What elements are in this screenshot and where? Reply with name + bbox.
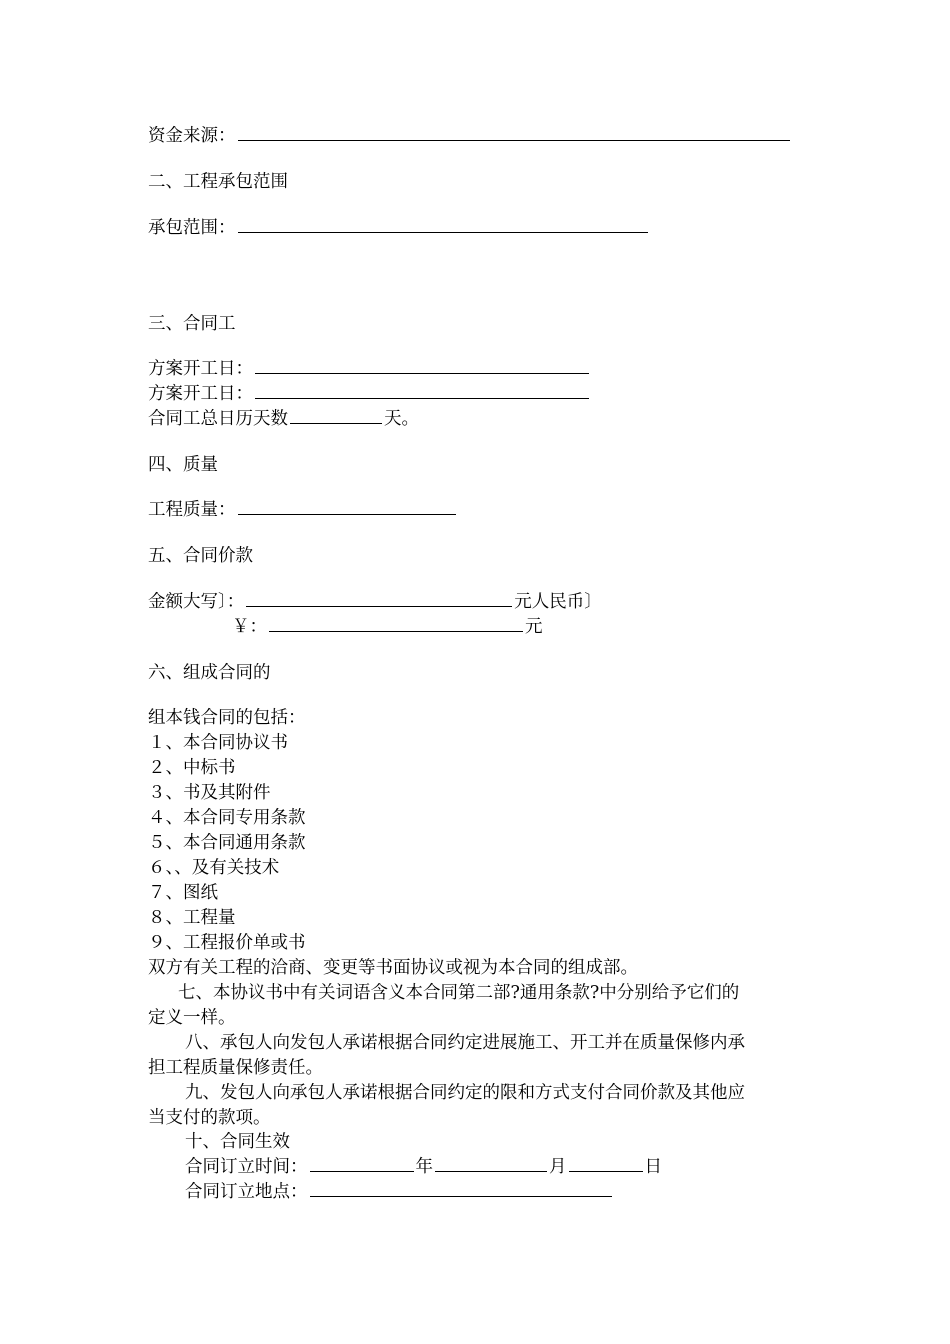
section4-title: 四、质量	[148, 455, 218, 475]
section6-title: 六、组成合同的	[148, 663, 271, 683]
sign-day-field[interactable]	[569, 1155, 643, 1172]
list-item: ８、工程量	[148, 908, 236, 928]
quality-line	[148, 498, 458, 522]
end-date-label: 方案开工日：	[148, 384, 253, 404]
total-days-label: 合同工总日历天数	[148, 409, 288, 429]
amount-words-suffix: 元人民币〕	[514, 592, 602, 612]
list-item: ３、书及其附件	[148, 783, 271, 803]
fund-source-label: 资金来源：	[148, 126, 236, 146]
list-item: ６、、及有关技术	[148, 858, 280, 878]
start-date-label: 方案开工日：	[148, 359, 253, 379]
sign-year-field[interactable]	[310, 1155, 414, 1172]
list-item: ５、本合同通用条款	[148, 833, 306, 853]
list-item: ４、本合同专用条款	[148, 808, 306, 828]
section7-line2: 定义一样。	[148, 1008, 236, 1028]
section7-line1: 七、本协议书中有关词语含义本合同第二部?通用条款?中分别给予它们的	[178, 983, 740, 1003]
amount-yen-field[interactable]	[269, 615, 523, 632]
yen-suffix: 元	[525, 617, 543, 637]
section10-title: 十、合同生效	[185, 1132, 290, 1152]
section6-intro: 组本钱合同的包括：	[148, 708, 306, 728]
start-date-line	[148, 357, 591, 381]
amount-words-label: 金额大写〕：	[148, 592, 245, 612]
total-days-suffix: 天。	[384, 409, 419, 429]
section9-line2: 当支付的款项。	[148, 1108, 271, 1128]
section3-title: 三、合同工	[148, 314, 236, 334]
end-date-line	[148, 382, 591, 406]
sign-month-field[interactable]	[435, 1155, 547, 1172]
month-label: 月	[549, 1157, 567, 1177]
end-date-field[interactable]	[255, 382, 589, 399]
scope-label: 承包范围：	[148, 218, 236, 238]
year-label: 年	[415, 1157, 433, 1177]
amount-words-field[interactable]	[246, 590, 512, 607]
section8-line2: 担工程质量保修责任。	[148, 1058, 323, 1078]
quality-label: 工程质量：	[148, 500, 236, 520]
amount-yen-line	[232, 615, 543, 639]
list-item: １、本合同协议书	[148, 733, 288, 753]
day-label: 日	[644, 1157, 662, 1177]
section5-title: 五、合同价款	[148, 546, 253, 566]
scope-line	[148, 216, 650, 240]
sign-place-label: 合同订立地点：	[185, 1182, 308, 1202]
sign-date-line	[185, 1155, 662, 1179]
yen-label: ￥：	[232, 617, 267, 637]
sign-place-field[interactable]	[310, 1180, 612, 1197]
total-days-field[interactable]	[290, 407, 382, 424]
amount-words-line	[148, 590, 602, 614]
total-days-line	[148, 407, 419, 431]
sign-place-line	[185, 1180, 614, 1204]
fund-source-line	[148, 124, 792, 148]
section8-line1: 八、承包人向发包人承诺根据合同约定进展施工、开工并在质量保修内承	[185, 1033, 745, 1053]
sign-date-label: 合同订立时间：	[185, 1157, 308, 1177]
list-item: ２、中标书	[148, 758, 236, 778]
section6-closing: 双方有关工程的洽商、变更等书面协议或视为本合同的组成部。	[148, 958, 638, 978]
quality-field[interactable]	[238, 498, 456, 515]
fund-source-field[interactable]	[238, 124, 790, 141]
list-item: ９、工程报价单或书	[148, 933, 306, 953]
scope-field[interactable]	[238, 216, 648, 233]
section2-title: 二、工程承包范围	[148, 172, 288, 192]
section9-line1: 九、发包人向承包人承诺根据合同约定的限和方式支付合同价款及其他应	[185, 1083, 745, 1103]
start-date-field[interactable]	[255, 357, 589, 374]
list-item: ７、图纸	[148, 883, 218, 903]
